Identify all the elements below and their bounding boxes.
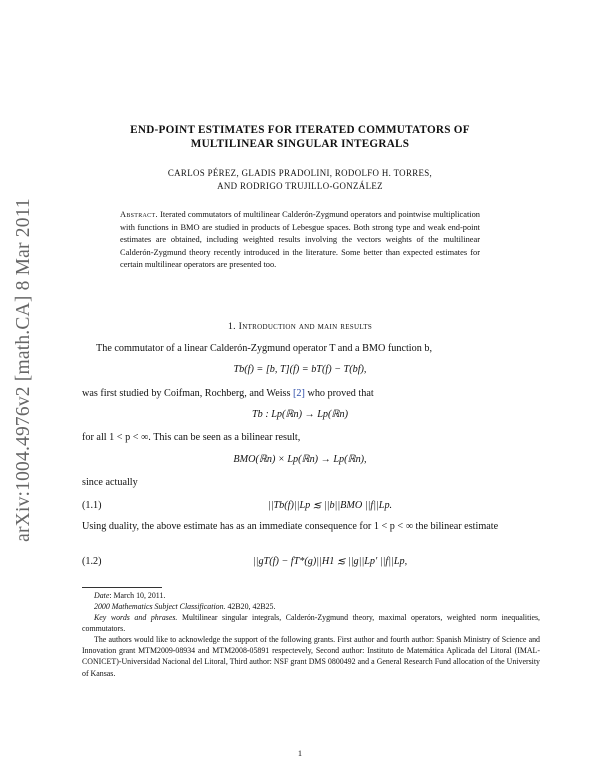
footnote-rule bbox=[82, 587, 162, 588]
abstract bbox=[120, 209, 480, 272]
equation-number-1-1: (1.1) bbox=[82, 500, 102, 511]
equation-1-2: ||gT(f) − fT*(g)||H1 ≲ ||g||Lp′ ||f||Lp, bbox=[252, 556, 408, 567]
paragraph-bilinear: for all 1 < p < ∞. This can be seen as a bilinear result, bbox=[82, 432, 301, 443]
date-label: Date bbox=[94, 591, 110, 600]
citation-link[interactable]: [2] bbox=[293, 388, 305, 399]
equation-bilinear: BMO(ℝn) × Lp(ℝn) → Lp(ℝn), bbox=[233, 454, 367, 465]
history-text-end: who proved that bbox=[307, 388, 374, 399]
paragraph-since: since actually bbox=[82, 477, 138, 488]
authors-line-2: AND RODRIGO TRUJILLO-GONZÁLEZ bbox=[217, 181, 383, 191]
title-line-1: END-POINT ESTIMATES FOR ITERATED COMMUTATORS OF bbox=[130, 124, 470, 136]
paragraph-commutator: The commutator of a linear Calderón-Zygmund operator T and a BMO function b, bbox=[96, 343, 433, 354]
paragraph-duality: Using duality, the above estimate has as an immediate consequence for 1 < p < ∞ the bilinear estimate bbox=[82, 521, 499, 532]
equation-commutator: Tb(f) = [b, T](f) = bT(f) − T(bf), bbox=[233, 364, 367, 375]
paragraph-history bbox=[82, 387, 540, 401]
footnote-acknowledgment: The authors would like to acknowledge the support of the following grants. First author and fourth author: Spanish Ministry of Science and Innovation grant MTM2009-08934 and MTM2008-05891 respectevely, Second author: Instituto de Matemática Aplicada del Litoral (IMAL-CONICET)-Universidad Nacional del Litoral, Third author: NSF grant DMS 0800492 and a General Research Fund allocation of the University of Kansas. bbox=[82, 635, 540, 678]
equation-number-1-2: (1.2) bbox=[82, 556, 102, 567]
abstract-text: Iterated commutators of multilinear Calderón-Zygmund operators and pointwise multiplication with functions in BMO are studied in products of Lebesgue spaces. Both strong type and weak end-point estimates are obtained, including weighted results involving the vectors weights of the multilinear Calderón-Zygmund theory recently introduced in the literature. Some better than expected estimates for certain multilinear operators are presented too. bbox=[120, 210, 480, 270]
msc-value: 42B20, 42B25. bbox=[225, 602, 276, 611]
abstract-label: Abstract. bbox=[120, 210, 158, 219]
footnote-msc bbox=[82, 601, 540, 612]
arxiv-stamp bbox=[6, 180, 42, 560]
equation-bound: Tb : Lp(ℝn) → Lp(ℝn) bbox=[252, 409, 348, 420]
keywords-value: Multilinear singular integrals, Calderón-Zygmund theory, maximal operators, weighted norm inequalities, commutators. bbox=[82, 613, 541, 634]
authors-line-1: CARLOS PÉREZ, GLADIS PRADOLINI, RODOLFO H. TORRES, bbox=[167, 168, 433, 178]
section-heading: 1. Introduction and main results bbox=[227, 321, 373, 332]
author-list bbox=[60, 167, 540, 193]
date-value: : March 10, 2011. bbox=[109, 591, 166, 600]
paper-title bbox=[60, 123, 540, 151]
title-line-2: MULTILINEAR SINGULAR INTEGRALS bbox=[190, 138, 410, 150]
equation-1-1: ||Tb(f)||Lp ≲ ||b||BMO ||f||Lp. bbox=[267, 500, 393, 511]
history-text: was first studied by Coifman, Rochberg, and Weiss bbox=[82, 388, 291, 399]
msc-label: 2000 Mathematics Subject Classification. bbox=[94, 602, 226, 611]
arxiv-id: arXiv:1004.4976v2 [math.CA] 8 Mar 2011 bbox=[13, 198, 34, 542]
footnote-keywords bbox=[82, 612, 540, 634]
keywords-label: Key words and phrases. bbox=[94, 613, 178, 622]
page-number: 1 bbox=[297, 749, 303, 758]
footnote-date bbox=[82, 590, 540, 601]
